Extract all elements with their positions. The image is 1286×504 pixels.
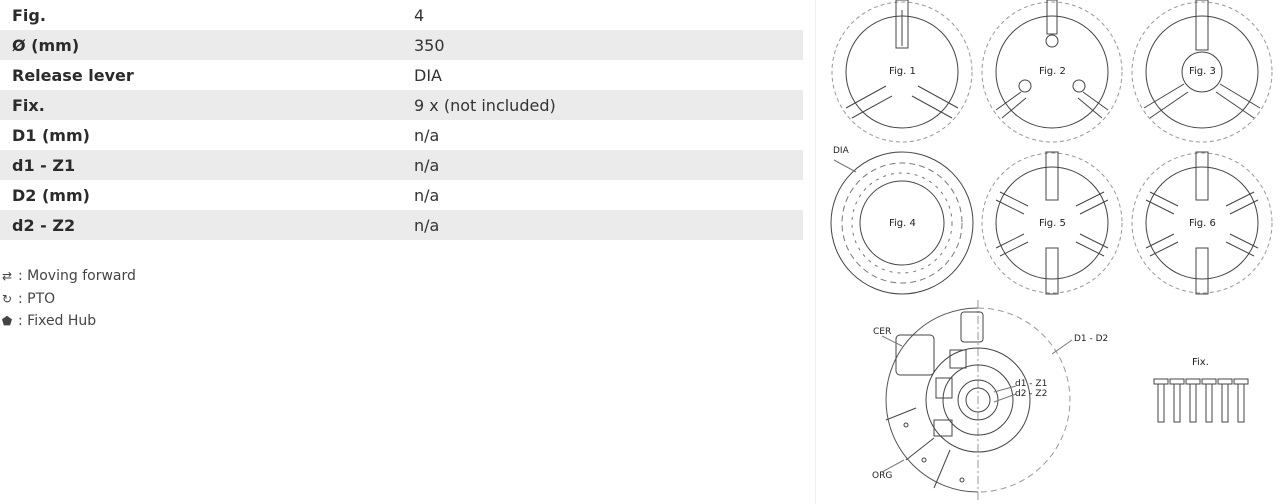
spec-label: Fix. [0,90,402,120]
spec-value: n/a [402,210,803,240]
fig5-diagram [982,152,1122,294]
fixing-bolts [1154,357,1248,422]
spec-label: D2 (mm) [12,185,90,205]
spec-value: 9 x (not included) [402,90,803,120]
fig5-label: Fig. 5 [1039,218,1066,229]
spec-value: 4 [414,5,425,25]
arrows-exchange-icon: ⇄ [1,269,13,284]
fig3-diagram [1132,0,1272,142]
fig2-label: Fig. 2 [1039,66,1066,77]
fig4-label: Fig. 4 [889,218,916,229]
fig3-label: Fig. 3 [1189,66,1216,77]
dia-label: DIA [833,146,849,156]
fix-label: Fix. [1192,357,1209,368]
specs-table [0,0,803,240]
table-row [0,30,803,60]
org-label: ORG [872,471,893,481]
fig4-diagram [831,146,973,294]
spec-label: Fig. [12,5,46,25]
spec-label: Ø (mm) [0,30,402,60]
legend-item-moving-forward [0,265,136,288]
legend-item-pto [0,288,136,311]
rotate-icon: ↻ [1,291,13,306]
table-row [0,60,803,90]
spec-value: DIA [414,65,442,85]
fig6-label: Fig. 6 [1189,218,1216,229]
table-row [0,210,803,240]
table-row [0,180,803,210]
table-row [0,0,803,30]
table-row [0,90,803,120]
clutch-technical-drawing [815,0,1286,504]
fig6-diagram [1132,152,1272,294]
legend-text: : PTO [18,290,56,307]
spec-label: d1 - Z1 [0,150,402,180]
clutch-disc-section [872,300,1108,500]
d1-z1-label: d1 - Z1 [1015,379,1048,389]
spec-label: D1 (mm) [12,125,90,145]
legend-item-fixed-hub [0,310,136,333]
d2-z2-label: d2 - Z2 [1015,389,1048,399]
table-row [0,150,803,180]
fig1-label: Fig. 1 [889,66,916,77]
spec-value: n/a [414,185,440,205]
spec-label: d2 - Z2 [0,210,402,240]
legend [0,265,136,333]
d1-d2-label: D1 - D2 [1074,334,1109,344]
cer-label: CER [873,327,892,337]
legend-text: : Fixed Hub [18,313,97,330]
fig1-diagram [832,0,972,142]
spec-value: 350 [402,30,803,60]
spec-value: n/a [414,125,440,145]
spec-value: n/a [402,150,803,180]
table-row [0,120,803,150]
fig2-diagram [982,0,1122,142]
pentagon-icon: ⬟ [1,314,13,329]
legend-text: : Moving forward [18,268,136,285]
spec-label: Release lever [12,65,134,85]
